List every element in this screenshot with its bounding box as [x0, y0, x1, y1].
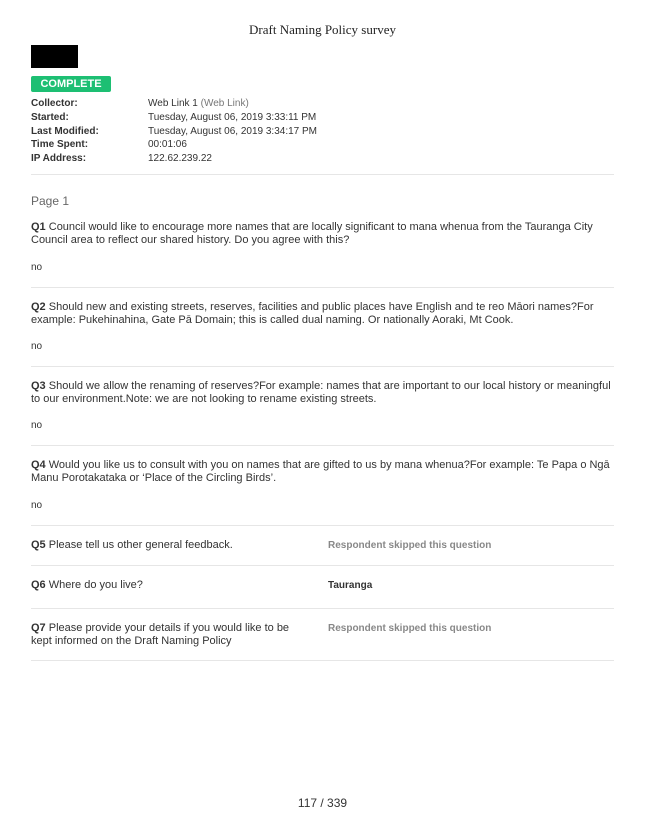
question-number: Q5	[31, 539, 46, 551]
question-number: Q3	[31, 380, 46, 392]
meta-value: 122.62.239.22	[148, 153, 212, 165]
question-text: Council would like to encourage more names that are locally significant to mana whenua from the Tauranga City Council area to reflect our shared history. Do you agree with this?	[31, 221, 593, 246]
status-badge: COMPLETE	[31, 76, 111, 92]
page-number: 117 / 339	[297, 796, 348, 810]
meta-value: Tuesday, August 06, 2019 3:33:11 PM	[148, 111, 317, 123]
question-q6	[31, 579, 306, 592]
question-q5	[31, 539, 306, 552]
question-text: Please provide your details if you would like to be kept informed on the Draft Naming Policy	[31, 622, 290, 647]
question-number: Q2	[31, 301, 46, 313]
question-text: Please tell us other general feedback.	[48, 539, 233, 551]
question-q7	[31, 622, 306, 648]
question-number: Q4	[31, 459, 46, 471]
document-title: Draft Naming Policy survey	[249, 22, 396, 37]
collector-type: (Web Link)	[200, 98, 249, 109]
page-label: Page 1	[31, 194, 70, 208]
answer-q5: Respondent skipped this question	[328, 540, 492, 551]
meta-label: IP Address:	[31, 153, 87, 165]
meta-label: Time Spent:	[31, 139, 89, 151]
divider	[31, 287, 614, 288]
question-q4	[31, 459, 614, 485]
meta-row-started	[31, 111, 614, 125]
meta-value: 00:01:06	[148, 139, 187, 151]
question-text: Would you like us to consult with you on names that are gifted to us by mana whenua?For example: Te Papa o Ngā Manu Porotakataka or ‘Place of the Circling Birds’.	[31, 459, 610, 484]
meta-label: Started:	[31, 111, 69, 123]
answer-q1: no	[31, 262, 43, 273]
divider	[31, 445, 614, 446]
answer-q7: Respondent skipped this question	[328, 623, 492, 634]
meta-label: Last Modified:	[31, 125, 99, 137]
meta-row-ip-address	[31, 152, 614, 166]
answer-q4: no	[31, 500, 43, 511]
question-number: Q7	[31, 622, 46, 634]
question-q1	[31, 221, 614, 247]
question-number: Q6	[31, 579, 46, 591]
divider	[31, 608, 614, 609]
question-text: Should new and existing streets, reserves, facilities and public places have English and te reo Māori names?For example: Pukehinahina, Gate Pā Domain; this is called dual naming. Or nationally Aoraki, Mt Cook.	[31, 301, 594, 326]
collector-name: Web Link 1	[148, 98, 198, 109]
answer-q6: Tauranga	[328, 580, 373, 591]
meta-row-time-spent	[31, 138, 614, 152]
meta-value	[148, 97, 249, 111]
divider	[31, 525, 614, 526]
meta-row-collector	[31, 97, 614, 111]
question-text: Should we allow the renaming of reserves?For example: names that are important to our local history or meaningful to our environment.Note: we are not looking to rename existing streets.	[31, 380, 611, 405]
question-q3	[31, 380, 614, 406]
divider	[31, 174, 614, 175]
divider	[31, 660, 614, 661]
divider	[31, 565, 614, 566]
answer-q2: no	[31, 341, 43, 352]
divider	[31, 366, 614, 367]
answer-q3: no	[31, 420, 43, 431]
question-q2	[31, 301, 614, 327]
question-number: Q1	[31, 221, 46, 233]
response-metadata	[31, 97, 614, 166]
meta-label: Collector:	[31, 98, 78, 109]
meta-row-last-modified	[31, 125, 614, 139]
question-text: Where do you live?	[48, 579, 143, 591]
meta-value: Tuesday, August 06, 2019 3:34:17 PM	[148, 125, 318, 137]
redacted-logo	[31, 45, 78, 68]
